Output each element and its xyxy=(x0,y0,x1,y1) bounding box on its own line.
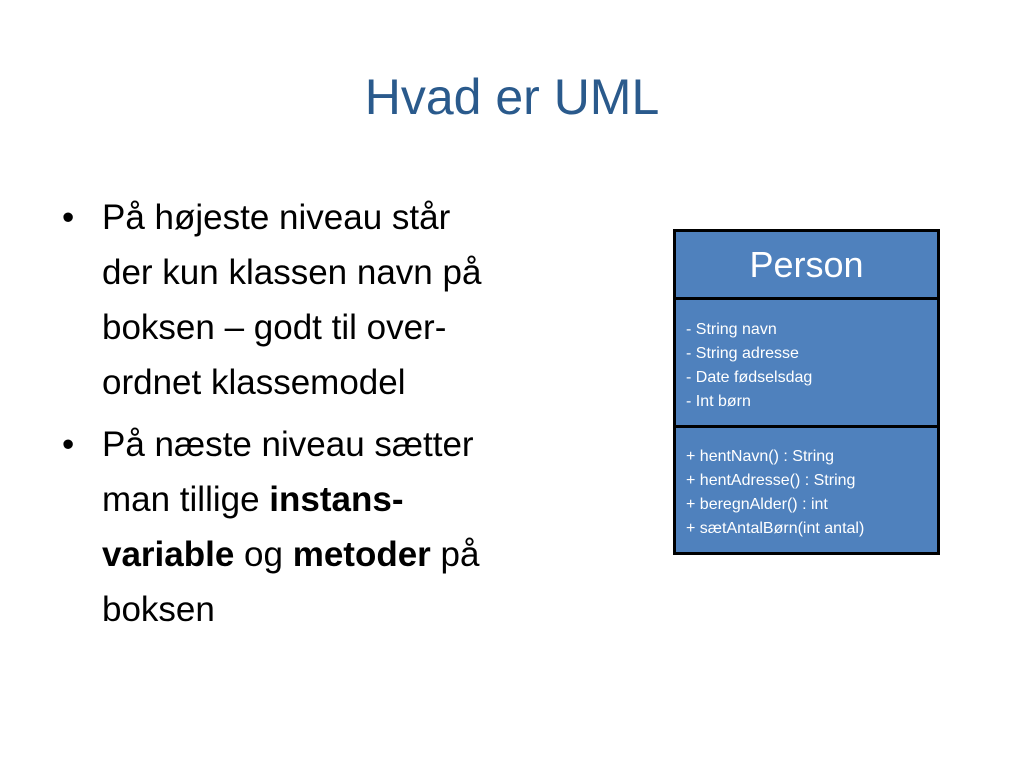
bullet-line: der kun klassen navn på xyxy=(102,253,482,292)
bullet-line: boksen xyxy=(102,590,215,629)
bullet-bold-text: instans- xyxy=(269,480,404,519)
uml-attribute: - String adresse xyxy=(686,345,799,362)
uml-method: + hentAdresse() : String xyxy=(686,472,856,489)
bullet-line: boksen – godt til over- xyxy=(102,308,447,347)
uml-method: + beregnAlder() : int xyxy=(686,496,828,513)
bullet-dot-icon: • xyxy=(62,425,75,464)
bullet-list xyxy=(62,190,552,644)
bullet-bold-text: variable xyxy=(102,535,235,574)
bullet-item xyxy=(62,417,552,637)
uml-class-box xyxy=(673,229,940,555)
bullet-text: og xyxy=(234,535,293,574)
bullet-line xyxy=(102,472,552,527)
slide-title: Hvad er UML xyxy=(364,69,660,125)
uml-method: + sætAntalBørn(int antal) xyxy=(686,520,865,537)
bullet-text: på xyxy=(430,535,480,574)
bullet-text: man tillige xyxy=(102,480,270,519)
uml-attribute: - String navn xyxy=(686,321,777,338)
bullet-line xyxy=(102,527,552,582)
uml-attributes-section xyxy=(676,300,937,425)
bullet-bold-text: metoder xyxy=(292,535,431,574)
bullet-item xyxy=(62,190,552,410)
uml-methods-section xyxy=(676,428,937,552)
uml-class-name: Person xyxy=(676,232,937,297)
bullet-line: ordnet klassemodel xyxy=(102,363,406,402)
uml-method: + hentNavn() : String xyxy=(686,448,835,465)
bullet-line: På næste niveau sætter xyxy=(102,425,474,464)
bullet-line: På højeste niveau står xyxy=(102,198,451,237)
bullet-dot-icon: • xyxy=(62,198,75,237)
uml-attribute: - Date fødselsdag xyxy=(686,369,813,386)
uml-attribute: - Int børn xyxy=(686,393,751,410)
